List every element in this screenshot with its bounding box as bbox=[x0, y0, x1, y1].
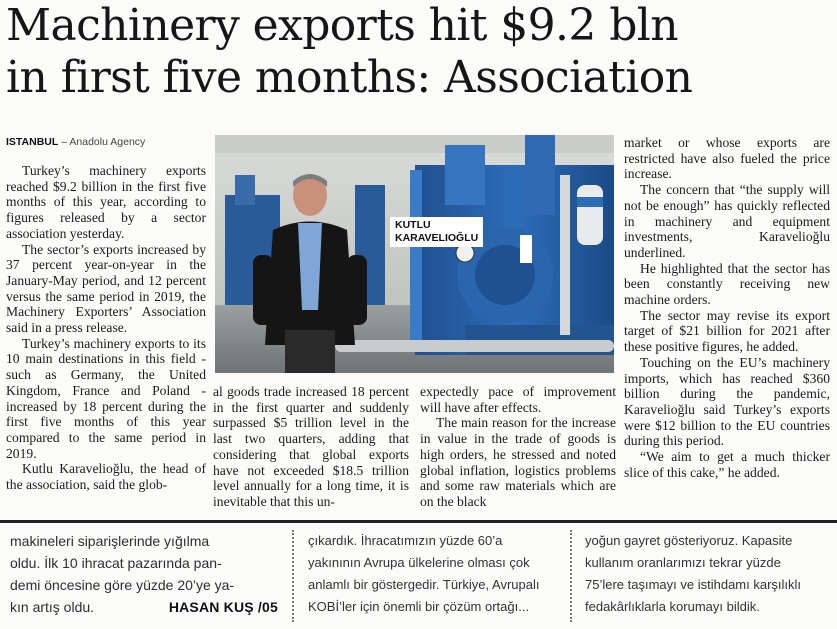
dateline-agency: – Anadolu Agency bbox=[58, 136, 146, 148]
col1-paragraph-4: Kutlu Karavelioğlu, the head of the association, said the glob- bbox=[6, 461, 206, 493]
headline bbox=[6, 0, 836, 104]
col2-paragraph-1: al goods trade increased 18 percent in the first quarter and suddenly surpassed $5 trillion level in the last two quarters, adding that considering that global exports have not exceeded $18.5 trillion level annually for a long time, it is inevitable that this un- bbox=[213, 384, 409, 509]
headline-line-2: in first five months: Association bbox=[6, 52, 693, 103]
photo-caption bbox=[390, 217, 483, 247]
strip2-line-1: çıkardık. İhracatımızın yüzde 60’a bbox=[308, 533, 503, 548]
headline-line-1: Machinery exports hit $9.2 bln bbox=[6, 0, 678, 51]
strip2-line-4: KOBİ’ler için önemli bir çözüm ortağı... bbox=[308, 599, 530, 614]
col4-paragraph-3: He highlighted that the sector has been constantly receiving new machine orders. bbox=[624, 260, 830, 308]
col4-paragraph-4: The sector may revise its export target of $21 billion for 2021 after these positive figures, he added. bbox=[624, 307, 830, 355]
col1-paragraph-3: Turkey’s machinery exports to its 10 main destinations in this field - such as Germany, the United Kingdom, France and Poland - increased by 18 percent during the first five months of this year compared to the same period in 2019. bbox=[6, 335, 206, 461]
bottom-strip-column-1 bbox=[10, 530, 278, 618]
bottom-strip-column-2 bbox=[308, 530, 563, 618]
col3-paragraph-1: expectedly pace of improvement will have after effects. bbox=[420, 384, 616, 415]
strip1-last-text: kın artış oldu. bbox=[10, 599, 95, 615]
bottom-strip-column-3 bbox=[585, 530, 830, 618]
caption-line-1: KUTLU bbox=[395, 219, 431, 231]
factory-photo-illustration bbox=[215, 135, 614, 373]
col4-paragraph-1: market or whose exports are restricted have also fueled the price increase. bbox=[624, 135, 830, 182]
col4-paragraph-6: “We aim to get a much thicker slice of this cake,” he added. bbox=[624, 449, 830, 480]
strip-separator-2 bbox=[570, 530, 572, 622]
strip2-line-2: yakınının Avrupa ülkelerine olması çok bbox=[308, 555, 530, 570]
section-divider bbox=[0, 520, 837, 523]
article-column-1 bbox=[6, 163, 206, 493]
strip1-line-4 bbox=[10, 596, 278, 618]
strip3-line-4: fedakârlıklarla korumayı bildik. bbox=[585, 599, 760, 614]
strip3-line-3: 75’lere taşımayı ve istihdamı karşılıklı bbox=[585, 577, 802, 592]
article-column-3 bbox=[420, 384, 616, 510]
strip1-line-1: makineleri siparişlerinde yığılma bbox=[10, 533, 210, 549]
col4-paragraph-5: Touching on the EU’s machinery imports, which has reached $360 billion during the pandemic, Karavelioğlu said Turkey’s exports were $12 billion to the EU countries during this period. bbox=[624, 354, 830, 449]
col4-paragraph-2: The concern that “the supply will not be enough” has quickly reflected in machinery and equipment investments, Karavelioğlu underlined. bbox=[624, 182, 830, 260]
col1-paragraph-2: The sector’s exports increased by 37 percent year-on-year in the January-May period, and 12 percent versus the same period in 2019, the Machinery Exporters’ Association said in a press release. bbox=[6, 241, 206, 336]
strip2-line-3: anlamlı bir göstergedir. Türkiye, Avrupalı bbox=[308, 577, 540, 592]
strip3-line-1: yoğun gayret gösteriyoruz. Kapasite bbox=[585, 533, 793, 548]
caption-line-2: KARAVELIOĞLU bbox=[395, 232, 479, 244]
strip3-line-2: kullanım oranlarımızı tekrar yüzde bbox=[585, 555, 781, 570]
photo-kutlu-karavelioglu bbox=[215, 135, 614, 373]
dateline-city: ISTANBUL bbox=[6, 136, 59, 148]
dateline bbox=[6, 136, 145, 148]
article-column-4 bbox=[624, 135, 830, 480]
col3-paragraph-2: The main reason for the increase in value in the trade of goods is high orders, he stressed and noted global inflation, logistics problems and some raw materials which are on the black bbox=[420, 415, 616, 509]
strip1-line-2: oldu. İlk 10 ihracat pazarında pan- bbox=[10, 555, 222, 571]
strip1-line-3: demi öncesine göre yüzde 20’ye ya- bbox=[10, 577, 235, 593]
article-column-2 bbox=[213, 384, 409, 510]
col1-paragraph-1: Turkey’s machinery exports reached $9.2 billion in the first five months of this year, according to figures released by a sector association yesterday. bbox=[6, 163, 206, 241]
strip-separator-1 bbox=[292, 530, 294, 622]
byline: HASAN KUŞ /05 bbox=[168, 599, 278, 615]
